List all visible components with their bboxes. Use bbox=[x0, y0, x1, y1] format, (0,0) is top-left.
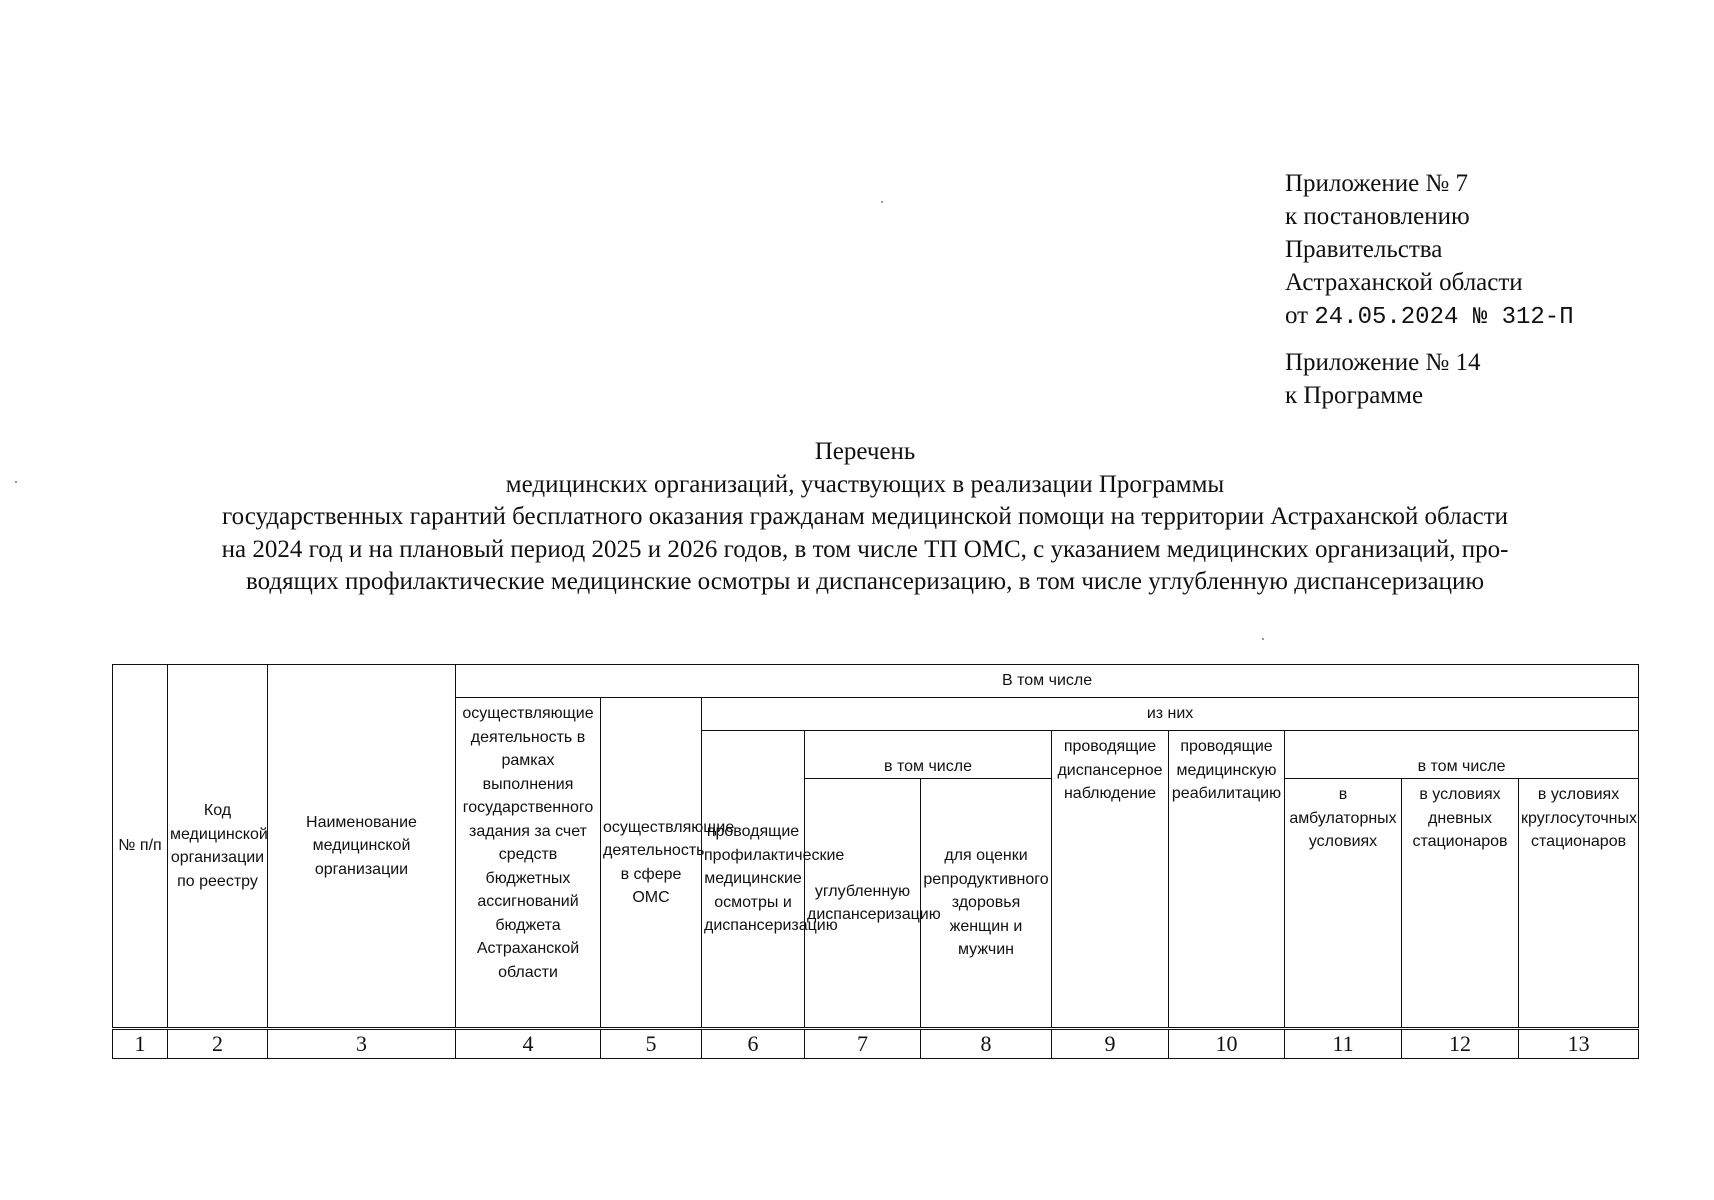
column-number: 3 bbox=[268, 1029, 456, 1059]
appendix-7-date-line bbox=[1285, 299, 1574, 334]
document-title bbox=[100, 436, 1630, 599]
header-group-of-them: из них bbox=[702, 698, 1639, 731]
header-col-4: осуществляющие деятельность в рамках выполнения государственного задания за счет средств бюджетных ассигнований бюджета Астраханской области bbox=[456, 698, 601, 1029]
appendix-7-date-stamp: 24.05.2024 № 312-П bbox=[1314, 304, 1574, 331]
scan-speck bbox=[881, 201, 883, 203]
header-col-10: проводящие медицинскую реабилитацию bbox=[1169, 731, 1285, 1029]
header-col-2: Код медицинской организации по реестру bbox=[168, 665, 268, 1029]
header-col-9: проводящие диспансерное наблюдение bbox=[1052, 731, 1169, 1029]
title-line5: водящих профилактические медицинские осмотры и диспансеризацию, в том числе углубленную диспансеризацию bbox=[245, 568, 1485, 595]
header-col-11: в амбулаторных условиях bbox=[1285, 779, 1402, 1029]
title-line2: медицинских организаций, участвующих в реализации Программы bbox=[505, 470, 1225, 498]
header-group-including: В том числе bbox=[456, 665, 1639, 698]
title-line3: государственных гарантий бесплатного оказания гражданам медицинской помощи на территории Астраханской области bbox=[221, 503, 1509, 530]
header-col-8: для оценки репродуктивного здоровья женщин и мужчин bbox=[921, 779, 1052, 1029]
column-number: 2 bbox=[168, 1029, 268, 1059]
column-number: 12 bbox=[1402, 1029, 1519, 1059]
scan-speck bbox=[1262, 638, 1264, 640]
appendix-7-line1: Приложение № 7 bbox=[1285, 170, 1469, 197]
appendix-14-line2: к Программе bbox=[1285, 382, 1424, 409]
header-group-including-sub2: в том числе bbox=[1285, 731, 1639, 779]
title-line1: Перечень bbox=[814, 438, 916, 465]
column-number: 9 bbox=[1052, 1029, 1169, 1059]
organizations-table-header bbox=[112, 664, 1639, 1059]
scan-speck bbox=[15, 481, 17, 483]
header-col-3: Наименование медицинской организации bbox=[268, 665, 456, 1029]
header-col-1: № п/п bbox=[113, 665, 168, 1029]
appendix-14-block bbox=[1285, 346, 1481, 412]
column-number: 8 bbox=[921, 1029, 1052, 1059]
appendix-7-line4: Астраханской области bbox=[1285, 269, 1523, 296]
column-numbers-row bbox=[113, 1029, 1639, 1059]
column-number: 5 bbox=[601, 1029, 702, 1059]
column-number: 11 bbox=[1285, 1029, 1402, 1059]
header-col-5: осуществляющие деятельность в сфере ОМС bbox=[601, 698, 702, 1029]
header-col-13: в условиях круглосуточных стационаров bbox=[1519, 779, 1639, 1029]
header-col-7: углубленную диспансеризацию bbox=[805, 779, 921, 1029]
column-number: 7 bbox=[805, 1029, 921, 1059]
appendix-7-line3: Правительства bbox=[1285, 236, 1443, 263]
appendix-7-line2: к постановлению bbox=[1285, 203, 1470, 230]
title-line4: на 2024 год и на плановый период 2025 и 2026 годов, в том числе ТП ОМС, с указанием медицинских организаций, про- bbox=[221, 535, 1509, 563]
column-number: 13 bbox=[1519, 1029, 1639, 1059]
appendix-7-block bbox=[1285, 167, 1574, 334]
column-number: 4 bbox=[456, 1029, 601, 1059]
header-group-including-sub: в том числе bbox=[805, 731, 1052, 779]
appendix-7-date-prefix: от bbox=[1285, 302, 1309, 329]
appendix-14-line1: Приложение № 14 bbox=[1285, 349, 1481, 376]
header-col-12: в условиях дневных стационаров bbox=[1402, 779, 1519, 1029]
column-number: 10 bbox=[1169, 1029, 1285, 1059]
column-number: 6 bbox=[702, 1029, 805, 1059]
column-number: 1 bbox=[113, 1029, 168, 1059]
header-col-6: проводящие профилактические медицинские осмотры и диспансеризацию bbox=[702, 731, 805, 1029]
